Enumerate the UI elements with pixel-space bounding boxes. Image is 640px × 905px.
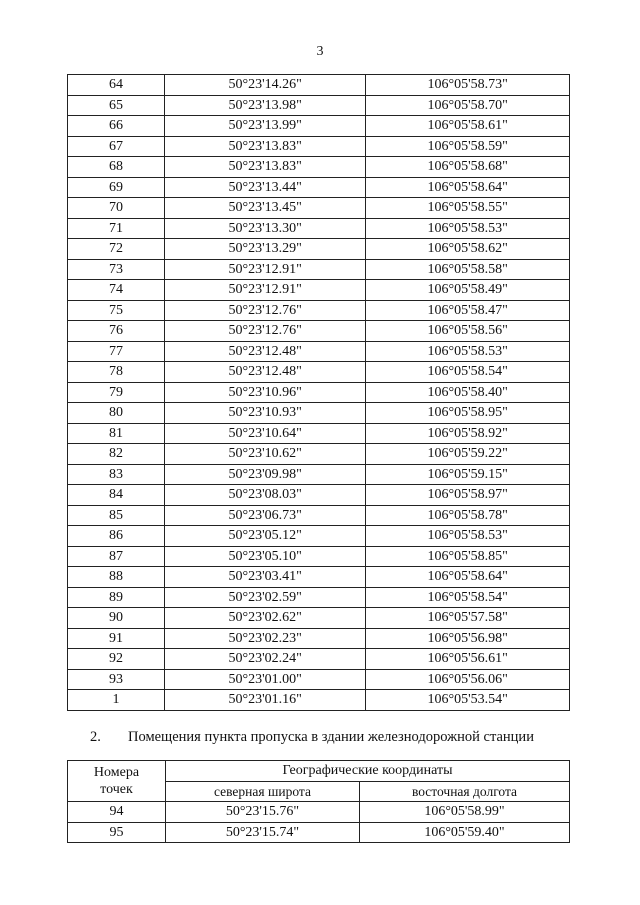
point-number-cell: 1 (68, 690, 165, 711)
longitude-cell: 106°05'58.54" (366, 362, 570, 383)
latitude-cell: 50°23'13.83" (165, 136, 366, 157)
point-number-cell: 85 (68, 505, 165, 526)
table-row (68, 239, 570, 260)
longitude-cell: 106°05'58.68" (366, 157, 570, 178)
table-row (68, 485, 570, 506)
latitude-cell: 50°23'13.45" (165, 198, 366, 219)
table-row (68, 423, 570, 444)
coordinates-table-body (68, 75, 570, 711)
latitude-cell: 50°23'12.76" (165, 300, 366, 321)
table-row (68, 546, 570, 567)
latitude-cell: 50°23'10.62" (165, 444, 366, 465)
point-number-cell: 67 (68, 136, 165, 157)
table-row (68, 382, 570, 403)
point-number-cell: 89 (68, 587, 165, 608)
point-number-cell: 70 (68, 198, 165, 219)
table-row (68, 157, 570, 178)
table-row (68, 567, 570, 588)
section-heading (90, 729, 534, 746)
latitude-cell: 50°23'12.91" (165, 280, 366, 301)
latitude-cell: 50°23'13.30" (165, 218, 366, 239)
table-row (68, 75, 570, 96)
point-number-cell: 79 (68, 382, 165, 403)
latitude-cell: 50°23'12.48" (165, 341, 366, 362)
table-row (68, 669, 570, 690)
table-row (68, 259, 570, 280)
table-row (68, 136, 570, 157)
longitude-cell: 106°05'58.61" (366, 116, 570, 137)
point-number-cell: 76 (68, 321, 165, 342)
latitude-cell: 50°23'13.99" (165, 116, 366, 137)
point-number-cell: 69 (68, 177, 165, 198)
point-number-cell: 81 (68, 423, 165, 444)
table-row (68, 628, 570, 649)
table-header-row (68, 761, 570, 782)
longitude-cell: 106°05'58.95" (366, 403, 570, 424)
table-row (68, 444, 570, 465)
latitude-cell: 50°23'05.10" (165, 546, 366, 567)
latitude-cell: 50°23'10.93" (165, 403, 366, 424)
point-number-cell: 73 (68, 259, 165, 280)
table-row (68, 822, 570, 843)
latitude-cell: 50°23'10.96" (165, 382, 366, 403)
point-number-cell: 90 (68, 608, 165, 629)
longitude-cell: 106°05'58.49" (366, 280, 570, 301)
longitude-cell: 106°05'53.54" (366, 690, 570, 711)
longitude-cell: 106°05'58.99" (359, 802, 569, 823)
latitude-cell: 50°23'12.91" (165, 259, 366, 280)
latitude-cell: 50°23'13.98" (165, 95, 366, 116)
longitude-cell: 106°05'58.40" (366, 382, 570, 403)
latitude-cell: 50°23'09.98" (165, 464, 366, 485)
table-row (68, 321, 570, 342)
table-row (68, 403, 570, 424)
point-number-cell: 82 (68, 444, 165, 465)
longitude-cell: 106°05'58.53" (366, 218, 570, 239)
table-row (68, 280, 570, 301)
latitude-cell: 50°23'01.00" (165, 669, 366, 690)
longitude-cell: 106°05'57.58" (366, 608, 570, 629)
longitude-cell: 106°05'56.98" (366, 628, 570, 649)
page-number: 3 (316, 44, 324, 59)
point-number-cell: 72 (68, 239, 165, 260)
point-number-cell: 64 (68, 75, 165, 96)
latitude-cell: 50°23'14.26" (165, 75, 366, 96)
longitude-cell: 106°05'58.54" (366, 587, 570, 608)
latitude-cell: 50°23'01.16" (165, 690, 366, 711)
header-lat: северная широта (166, 781, 360, 802)
table-row (68, 300, 570, 321)
latitude-cell: 50°23'02.23" (165, 628, 366, 649)
header-points-line1: Номера (93, 765, 140, 780)
table-row (68, 95, 570, 116)
longitude-cell: 106°05'58.73" (366, 75, 570, 96)
table-row (68, 505, 570, 526)
longitude-cell: 106°05'58.97" (366, 485, 570, 506)
table-row (68, 218, 570, 239)
longitude-cell: 106°05'58.53" (366, 526, 570, 547)
section-title: Помещения пункта пропуска в здании железнодорожной станции (128, 729, 534, 745)
latitude-cell: 50°23'13.44" (165, 177, 366, 198)
point-number-cell: 92 (68, 649, 165, 670)
header-lon: восточная долгота (359, 781, 569, 802)
longitude-cell: 106°05'56.61" (366, 649, 570, 670)
point-number-cell: 75 (68, 300, 165, 321)
longitude-cell: 106°05'58.59" (366, 136, 570, 157)
point-number-cell: 80 (68, 403, 165, 424)
header-points-line2: точек (100, 782, 133, 797)
point-number-cell: 88 (68, 567, 165, 588)
longitude-cell: 106°05'59.15" (366, 464, 570, 485)
longitude-cell: 106°05'58.53" (366, 341, 570, 362)
latitude-cell: 50°23'15.74" (166, 822, 360, 843)
point-number-cell: 65 (68, 95, 165, 116)
longitude-cell: 106°05'58.85" (366, 546, 570, 567)
latitude-cell: 50°23'12.48" (165, 362, 366, 383)
longitude-cell: 106°05'58.92" (366, 423, 570, 444)
latitude-cell: 50°23'03.41" (165, 567, 366, 588)
latitude-cell: 50°23'08.03" (165, 485, 366, 506)
latitude-cell: 50°23'06.73" (165, 505, 366, 526)
latitude-cell: 50°23'02.24" (165, 649, 366, 670)
latitude-cell: 50°23'02.59" (165, 587, 366, 608)
header-points (68, 761, 166, 802)
longitude-cell: 106°05'58.55" (366, 198, 570, 219)
latitude-cell: 50°23'10.64" (165, 423, 366, 444)
longitude-cell: 106°05'58.64" (366, 177, 570, 198)
point-number-cell: 68 (68, 157, 165, 178)
header-geo: Географические координаты (166, 761, 570, 782)
latitude-cell: 50°23'15.76" (166, 802, 360, 823)
point-number-cell: 95 (68, 822, 166, 843)
point-number-cell: 87 (68, 546, 165, 567)
point-number-cell: 77 (68, 341, 165, 362)
point-number-cell: 74 (68, 280, 165, 301)
longitude-cell: 106°05'58.62" (366, 239, 570, 260)
latitude-cell: 50°23'02.62" (165, 608, 366, 629)
table-row (68, 116, 570, 137)
section-number: 2. (90, 729, 101, 745)
point-number-cell: 94 (68, 802, 166, 823)
longitude-cell: 106°05'58.64" (366, 567, 570, 588)
longitude-cell: 106°05'59.22" (366, 444, 570, 465)
table-row (68, 464, 570, 485)
point-number-cell: 78 (68, 362, 165, 383)
point-number-cell: 83 (68, 464, 165, 485)
table-row (68, 198, 570, 219)
table-row (68, 177, 570, 198)
table-row (68, 608, 570, 629)
point-number-cell: 66 (68, 116, 165, 137)
latitude-cell: 50°23'13.29" (165, 239, 366, 260)
coordinates-table (67, 74, 570, 711)
longitude-cell: 106°05'58.58" (366, 259, 570, 280)
latitude-cell: 50°23'12.76" (165, 321, 366, 342)
table-row (68, 587, 570, 608)
longitude-cell: 106°05'59.40" (359, 822, 569, 843)
table-row (68, 362, 570, 383)
table-row (68, 690, 570, 711)
rooms-table-body (68, 802, 570, 843)
latitude-cell: 50°23'13.83" (165, 157, 366, 178)
table-row (68, 802, 570, 823)
longitude-cell: 106°05'58.78" (366, 505, 570, 526)
longitude-cell: 106°05'56.06" (366, 669, 570, 690)
longitude-cell: 106°05'58.70" (366, 95, 570, 116)
longitude-cell: 106°05'58.47" (366, 300, 570, 321)
point-number-cell: 86 (68, 526, 165, 547)
point-number-cell: 84 (68, 485, 165, 506)
latitude-cell: 50°23'05.12" (165, 526, 366, 547)
point-number-cell: 91 (68, 628, 165, 649)
table-row (68, 341, 570, 362)
rooms-coordinates-table (67, 760, 570, 843)
table-row (68, 649, 570, 670)
point-number-cell: 93 (68, 669, 165, 690)
table-row (68, 526, 570, 547)
point-number-cell: 71 (68, 218, 165, 239)
longitude-cell: 106°05'58.56" (366, 321, 570, 342)
